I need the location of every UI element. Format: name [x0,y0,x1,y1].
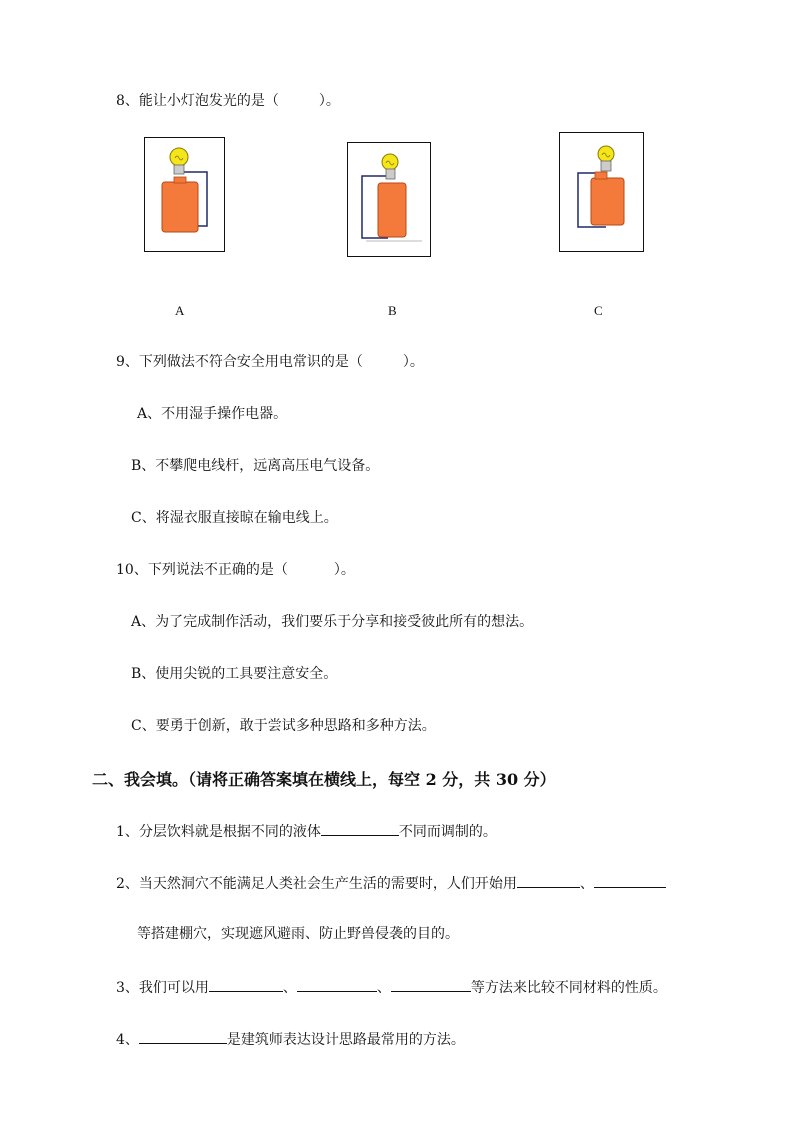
option-label-a[interactable]: A [175,303,185,318]
option-label-b[interactable]: B [388,303,397,318]
fill-q3-blank-3[interactable] [391,977,471,992]
q9-prompt: 9、下列做法不符合安全用电常识的是（ ）。 [116,354,424,370]
fill-q3: 3、我们可以用 、 、 等方法来比较不同材料的性质。 [116,977,667,997]
fill-q2: 2、当天然洞穴不能满足人类社会生产生活的需要时，人们开始用 、 [116,873,666,893]
fill-q2-blank-1[interactable] [517,873,580,888]
section-2-heading: 二、我会填。（请将正确答案填在横线上，每空 2 分，共 30 分） [92,770,556,789]
q10-option-b[interactable]: B、使用尖锐的工具要注意安全。 [131,666,338,682]
q10-prompt: 10、下列说法不正确的是（ ）。 [116,562,355,578]
circuit-image-b[interactable] [347,142,431,257]
fill-q4-blank[interactable] [139,1029,227,1044]
circuit-image-a[interactable] [144,137,225,252]
fill-q3-blank-1[interactable] [209,977,283,992]
fill-q1: 1、分层饮料就是根据不同的液体 不同而调制的。 [116,821,497,841]
q8-prompt: 8、能让小灯泡发光的是（ ）。 [116,93,340,109]
q9-option-b[interactable]: B、不攀爬电线杆，远离高压电气设备。 [131,458,380,474]
fill-q2-continued: 等搭建棚穴，实现遮风避雨、防止野兽侵袭的目的。 [137,926,459,942]
circuit-a-drawing [145,138,224,251]
fill-q1-blank[interactable] [321,821,399,836]
fill-q3-blank-2[interactable] [297,977,377,992]
circuit-b-drawing [348,143,430,256]
option-label-c[interactable]: C [594,303,603,318]
q10-option-c[interactable]: C、要勇于创新，敢于尝试多种思路和多种方法。 [131,718,436,734]
fill-q4: 4、 是建筑师表达设计思路最常用的方法。 [116,1029,465,1049]
circuit-image-c[interactable] [559,132,644,252]
fill-q2-blank-2[interactable] [594,873,666,888]
q9-option-a[interactable]: A、不用湿手操作电器。 [137,406,288,422]
q9-option-c[interactable]: C、将湿衣服直接晾在输电线上。 [131,510,338,526]
circuit-c-drawing [560,133,643,251]
q10-option-a[interactable]: A、为了完成制作活动，我们要乐于分享和接受彼此所有的想法。 [131,614,534,630]
